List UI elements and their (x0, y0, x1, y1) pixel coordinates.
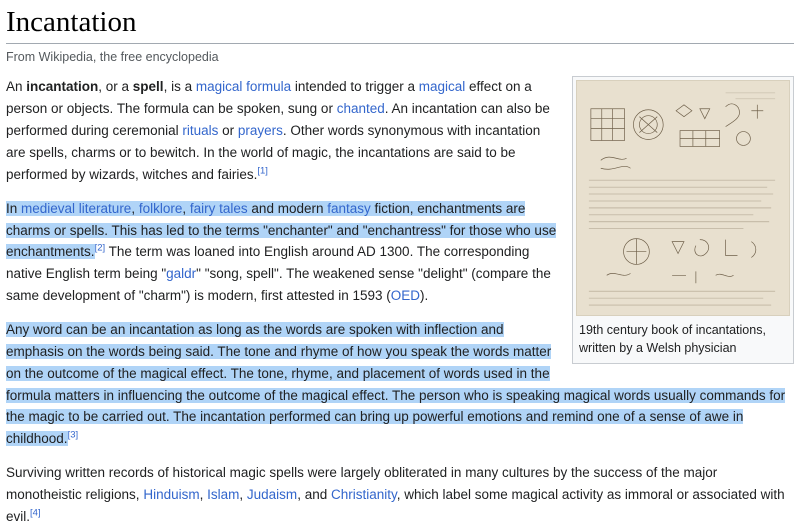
text-fragment: , (239, 486, 247, 502)
reference-link[interactable]: [4] (30, 507, 41, 519)
term-spell: spell (132, 79, 164, 95)
link-fantasy[interactable]: fantasy (327, 200, 371, 216)
text-fragment: , which label some magical activity as immoral or associated with evil. (6, 486, 785, 524)
link-folklore[interactable]: folklore (138, 200, 183, 216)
reference-1[interactable] (257, 165, 268, 176)
link-medieval-literature[interactable]: medieval literature (21, 200, 132, 216)
text-fragment: The term was loaned into English around AD 1300. The corresponding native English term being " (6, 244, 530, 282)
link-prayers[interactable]: prayers (237, 123, 283, 139)
text-fragment: Surviving written records of historical magic spells were largely obliterated in many cultures by the success of the major monotheistic religions, (6, 465, 718, 502)
thumbnail-figure (572, 76, 794, 363)
text-fragment: An (6, 79, 27, 95)
link-islam[interactable]: Islam (207, 486, 240, 502)
text-fragment: fiction, enchantments are charms or spells. This has led to the terms "enchanter" and "enchantress" for those who use enchantments. (6, 200, 557, 260)
text-fragment: " "song, spell". The weakened sense "delight" (compare the same development of "charm") is modern, first attested in 1593 ( (6, 266, 551, 304)
text-fragment: In (6, 200, 22, 216)
link-fairy-tales[interactable]: fairy tales (189, 200, 248, 216)
text-fragment: , (182, 200, 190, 216)
reference-2[interactable] (95, 243, 106, 254)
article-tagline: From Wikipedia, the free encyclopedia (6, 50, 219, 65)
reference-link[interactable]: [1] (257, 165, 268, 177)
term-incantation: incantation (26, 79, 99, 95)
reference-3[interactable] (68, 430, 79, 441)
link-chanted[interactable]: chanted (336, 101, 385, 117)
link-rituals[interactable]: rituals (182, 123, 219, 139)
page-title: Incantation (6, 6, 137, 38)
link-christianity[interactable]: Christianity (330, 486, 397, 502)
reference-link[interactable]: [2] (94, 242, 106, 254)
text-fragment: , is a (163, 79, 196, 95)
link-judaism[interactable]: Judaism (246, 486, 298, 502)
title-divider (6, 43, 794, 44)
link-galdr[interactable]: galdr (166, 266, 197, 282)
text-fragment: and modern (247, 200, 328, 216)
link-oed[interactable]: OED (390, 288, 421, 304)
link-magical-formula[interactable]: magical formula (195, 79, 292, 95)
reference-4[interactable] (30, 507, 41, 518)
link-hinduism[interactable]: Hinduism (143, 486, 200, 502)
manuscript-drawing-icon (577, 81, 789, 315)
text-fragment: or (218, 123, 238, 139)
text-fragment: , (199, 486, 208, 502)
link-magical[interactable]: magical (418, 79, 466, 95)
text-fragment: . Other words synonymous with incantation are spells, charms or to bewitch. In the world of magic, the incantations are said to be performed by wizards, witches and fairies. (6, 123, 541, 182)
reference-link[interactable]: [3] (67, 429, 79, 441)
paragraph-4 (6, 462, 794, 528)
text-fragment: intended to trigger a (291, 79, 419, 95)
text-fragment: effect on a person or objects. The formula can be spoken, sung or (6, 79, 532, 117)
text-fragment: , and (297, 486, 331, 502)
article-body (6, 76, 794, 527)
text-fragment: . An incantation can also be performed during ceremonial (6, 101, 550, 139)
text-fragment: , or a (98, 79, 133, 95)
highlighted-text: Any word can be an incantation as long as the words are spoken with inflection and emphasis on the words being said. The tone and rhyme of how you speak the words matter on the outcome of the magical effect. The tone, rhyme, and placement of words used in the formula matters in influencing the outcome of the magical effect. The person who is speaking magical words usually commands for the magic to be carried out. The incantation performed can bring up powerful emotions and remind one of a sense of awe in childhood. (6, 321, 786, 447)
text-fragment: ). (420, 288, 429, 304)
thumbnail-caption: 19th century book of incantations, written by a Welsh physician (579, 323, 766, 356)
text-fragment: , (131, 200, 139, 216)
article-page (0, 6, 800, 524)
manuscript-image[interactable] (576, 80, 790, 316)
